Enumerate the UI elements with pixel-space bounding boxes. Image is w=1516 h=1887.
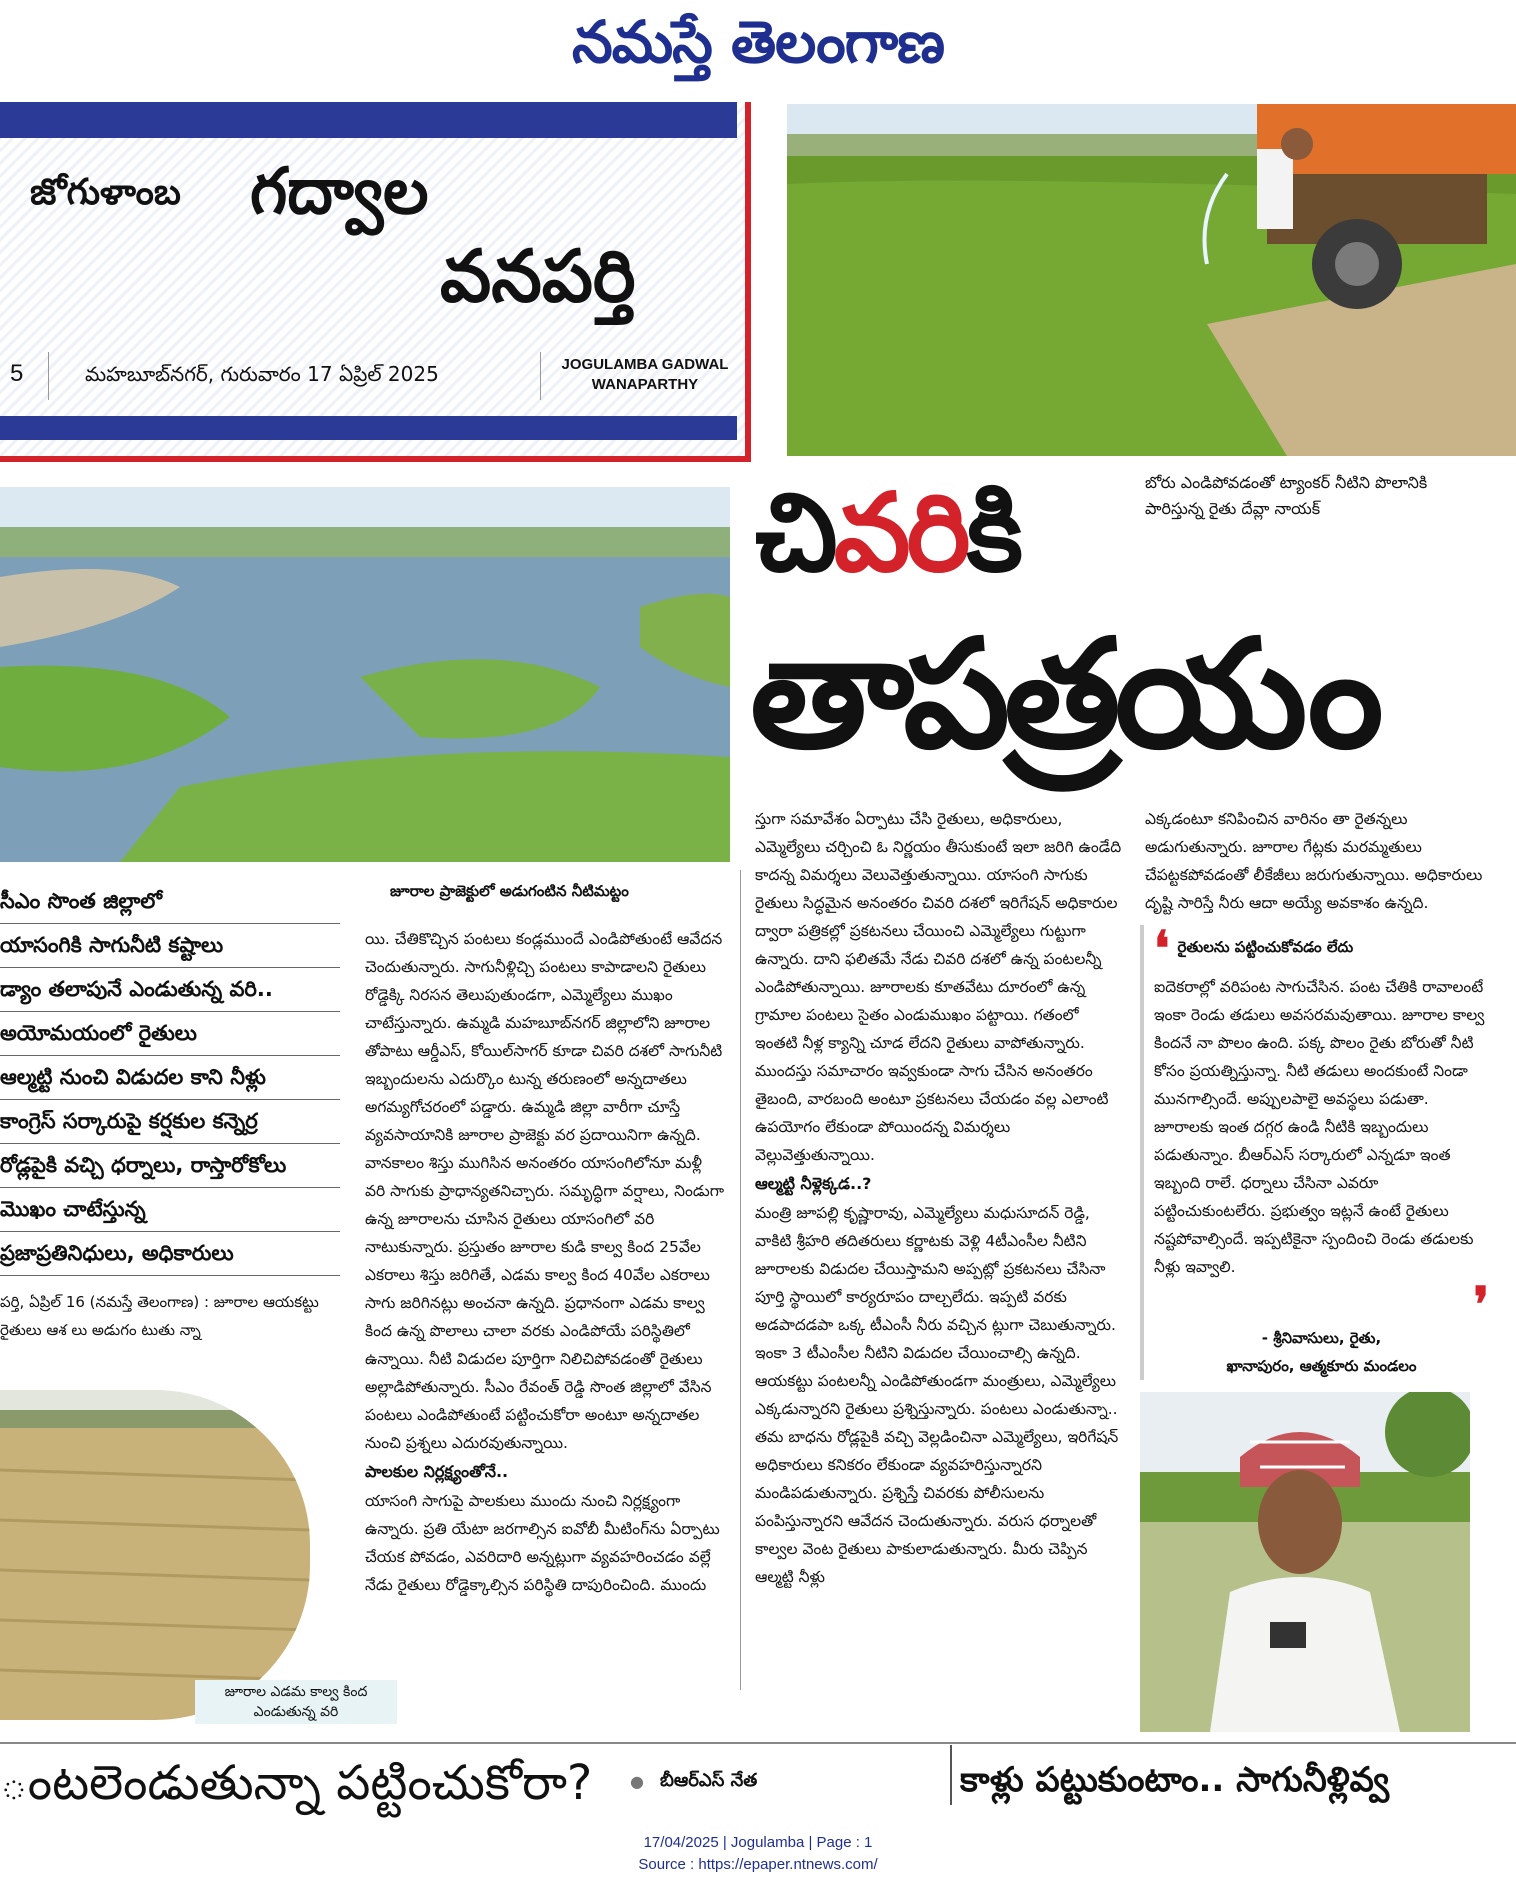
article-paragraph: యాసంగి సాగుపై పాలకులు ముందు నుంచి నిర్లక్ష్యంగా ఉన్నారు. ప్రతి యేటా జరగాల్సిన ఐవోబీ మీటింగ్‌ను ఏర్పాటు చేయక పోవడం, ఎవరిదారి అన్నట్లుగా వ్యవహరించడం వల్లే నేడు రైతులు రోడ్డెక్కాల్సిన పరిస్థితి దాపురించింది. ముందు	[365, 1492, 720, 1594]
quote-content	[1144, 921, 1489, 1379]
headline-line-1	[755, 471, 1019, 596]
article-column-2	[365, 925, 725, 1599]
section-header-bar	[0, 102, 737, 138]
quote-place: ఖానాపురం, ఆత్మకూరు మండలం	[1226, 1357, 1417, 1375]
english-tag-line-2: WANAPARTHY	[591, 375, 699, 393]
article-paragraph: యి. చేతికొచ్చిన పంటలు కండ్లముందే ఎండిపోతుంటే ఆవేదన చెందుతున్నారు. సాగునీళ్లిచ్చి పంటలు కాపాడాలని రైతులు రోడ్డెక్కి నిరసన తెలుపుతుండగా, ఎమ్మెల్యేలు ముఖం చాటేస్తున్నారు. ఉమ్మడి మహబూబ్‌నగర్ జిల్లాలోని జూరాల తోపాటు ఆర్డీఎస్, కోయిల్‌సాగర్ కూడా చివరి దశలో సాగునీటి ఇబ్బందులను ఎదుర్కొం టున్న తరుణంలో అన్నదాతలు అగమ్యగోచరంలో పడ్డారు. ఉమ్మడి జిల్లా వారీగా చూస్తే వ్యవసాయానికి జూరాల ప్రాజెక్టు వర ప్రదాయినిగా ఉన్నది. వానకాలం శిస్తు ముగిసిన అనంతరం యాసంగిలోనూ మళ్లీ వరి సాగుకు ప్రాధాన్యతనిచ్చారు. సమృద్ధిగా వర్షాలు, నిండుగా ఉన్న జూరాలను చూసిన రైతులు యాసంగిలో వరి నాటుకున్నారు. ప్రస్తుతం జూరాల కుడి కాల్వ కింద 25వేల ఎకరాలు శిస్తు జరిగితే, ఎడమ కాల్వ కింద 40వేల ఎకరాలు సాగు జరిగినట్లు అంచనా ఉన్నది. ప్రధానంగా ఎడమ కాల్వ కింద ఉన్న పొలాలు చాలా వరకు ఎండిపోయే పరిస్థితిలో ఉన్నాయి. నీటి విడుదల పూర్తిగా నిలిచిపోవడంతో రైతులు అల్లాడిపోతున్నారు. సీఎం రేవంత్ రెడ్డి సొంత జిల్లాలో వేసిన పంటలు ఎండిపోతుంటే పట్టించుకోరా అంటూ అన్నదాతల నుంచి ప్రశ్నలు ఎదురవుతున్నాయి.	[365, 930, 724, 1452]
article-paragraph: ఎక్కడంటూ కనిపించిన వారినం తా రైతన్నలు అడుగుతున్నారు. జూరాల గేట్లకు మరమ్మతులు చేపట్టకపోవడంతో లీకేజీలు జరుగుతున్నాయి. అధికారులు దృష్టి సారిస్తే నీరు ఆదా అయ్యే అవకాశం ఉన్నది.	[1145, 810, 1483, 912]
headline-part-red: వరి	[833, 471, 967, 596]
column-divider	[740, 870, 741, 1690]
quote-heading: రైతులను పట్టించుకోవడం లేదు	[1177, 938, 1354, 956]
photo-tanker-field	[787, 104, 1516, 456]
close-quote-icon: ❜	[1473, 1277, 1489, 1333]
bullet-item: రోడ్లపైకి వచ్చి ధర్నాలు, రాస్తారోకోలు	[0, 1144, 340, 1188]
article-column-3	[755, 805, 1125, 1591]
article-dateline: పర్తి, ఏప్రిల్ 16 (నమస్తే తెలంగాణ) : జూరాల ఆయకట్టు రైతులు ఆశ లు అడుగం టుతు న్నా	[0, 1293, 319, 1339]
photo-dry-paddy	[0, 1390, 310, 1720]
quote-text: ఐదెకరాల్లో వరిపంట సాగుచేసిన. పంట చేతికి రావాలంటే ఇంకా రెండు తడులు అవసరమవుతాయి. జూరాల కాల్వ కిందనే నా పొలం ఉంది. పక్క పొలం రైతు బోరుతో నీటి కోసం ప్రయత్నిస్తున్నా. నీటి తడులు అందకుంటే నిండా మునగాల్సిందే. అప్పులపాలై అవస్థలు పడుతా. జూరాలకు ఇంత దగ్గర ఉండి నీటికి ఇబ్బందులు పడుతున్నాం. బీఆర్‌ఎస్ సర్కారులో ఎన్నడూ ఇంత ఇబ్బంది రాలే. ధర్నాలు చేసినా ఎవరూ పట్టించుకుంటలేరు. ప్రభుత్వం ఇట్లనే ఉంటే రైతులు నష్టపోవాల్సిందే. ఇప్పటికైనా స్పందించి రెండు తడులకు నీళ్లు ఇవ్వాలి.	[1154, 978, 1485, 1276]
page-number: 5	[10, 360, 24, 387]
photo-caption-tanker: బోరు ఎండిపోవడంతో ట్యాంకర్ నీటిని పొలానికి పారిస్తున్న రైతు దేవ్లా నాయక్	[1145, 473, 1428, 518]
photo-caption-dry-paddy: జూరాల ఎడమ కాల్వ కింద ఎండుతున్న వరి	[195, 1680, 397, 1724]
bullet-item: ఆల్మట్టి నుంచి విడుదల కాని నీళ్లు	[0, 1056, 340, 1100]
headline-part-c: కి	[966, 471, 1019, 596]
article-paragraph: స్తుగా సమావేశం ఏర్పాటు చేసి రైతులు, అధికారులు, ఎమ్మెల్యేలు చర్చించి ఓ నిర్ణయం తీసుకుంటే ఇలా జరిగి ఉండేది కాదన్న విమర్శలు వెలువెత్తుతున్నాయి. యాసంగి సాగుకు రైతులు సిద్ధమైన అనంతరం చివరి దశలో ఇరిగేషన్ అధికారుల ద్వారా పత్రికల్లో ప్రకటనలు చేయించి ఎమ్మెల్యేలు గుట్టుగా ఉన్నారు. దాని ఫలితమే నేడు చివరి దశలో ఉన్న పంటలన్నీ ఎండిపోతున్నాయి. జూరాలకు కూతవేటు దూరంలో ఉన్న గ్రామాల పంటలు సైతం ఎండుముఖం పట్టాయి. గతంలో ఇంతటి నీళ్ల క్యాన్ని చూడ లేదని రైతులు వాపోతున్నారు. ముందస్తు సమాచారం ఇవ్వకుండా సాగు చేసిన అనంతరం తైబంది, వారబంది అంటూ ప్రకటనలు చేయడం వల్ల ఎలాంటి ఉపయోగం లేకుండా పోయిందన్న విమర్శలు వెల్లువెత్తుతున్నాయి.	[755, 810, 1122, 1164]
farmer-quote-box	[1140, 921, 1489, 1380]
footer-divider	[950, 1745, 952, 1805]
highlight-bullets	[0, 880, 340, 1276]
source-info	[0, 1832, 1516, 1876]
article-subhead: పాలకుల నిర్లక్ష్యంతోనే..	[365, 1462, 509, 1481]
divider	[48, 352, 49, 400]
district-name-small: జోగుళాంబ	[30, 172, 181, 213]
footer-right-headline: కాళ్లు పట్టుకుంటాం.. సాగునీళ్లివ్వ	[960, 1760, 1390, 1800]
photo-farmer	[1140, 1392, 1470, 1732]
english-district-tag	[555, 355, 735, 394]
bullet-item: ప్రజాప్రతినిధులు, అధికారులు	[0, 1232, 340, 1276]
source-line-1: 17/04/2025 | Jogulamba | Page : 1	[643, 1834, 873, 1851]
photo-caption-reservoir: జూరాల ప్రాజెక్టులో అడుగంటిన నీటిమట్టం	[390, 882, 629, 900]
open-quote-icon: ❛	[1154, 921, 1170, 977]
article-subhead: ఆల్మట్టి నీళ్లెక్కడ..?	[755, 1174, 872, 1193]
bullet-item: కాంగ్రెస్ సర్కారుపై కర్షకుల కన్నెర్ర	[0, 1100, 340, 1144]
masthead	[0, 0, 1516, 90]
headline-part-a: చి	[755, 471, 834, 596]
quote-name: - శ్రీనివాసులు, రైతు,	[1261, 1329, 1382, 1347]
footer-left-headline: ంటలెండుతున్నా పట్టించుకోరా?	[0, 1755, 593, 1811]
district-name-big: గద్వాల	[250, 155, 429, 229]
headline-line-2: తాపత్రయం	[750, 608, 1378, 782]
district-name-big-2: వనపర్తి	[440, 234, 636, 318]
photo-reservoir-image	[0, 487, 730, 862]
bullet-item: యాసంగికి సాగునీటి కష్టాలు	[0, 924, 340, 968]
bullet-item: డ్యాం తలాపునే ఎండుతున్న వరి..	[0, 968, 340, 1012]
bullet-item: సీఎం సొంత జిల్లాలో	[0, 880, 340, 924]
bullet-item: మొఖం చాటేస్తున్న	[0, 1188, 340, 1232]
photo-farmer-image	[1140, 1392, 1470, 1732]
close-quote-row	[1154, 1277, 1489, 1333]
source-line-2: Source : https://epaper.ntnews.com/	[638, 1856, 878, 1873]
article-column-4	[1145, 805, 1485, 917]
article-paragraph: మంత్రి జూపల్లి కృష్ణారావు, ఎమ్మెల్యేలు మధుసూదన్ రెడ్డి, వాకిటి శ్రీహరి తదితరులు కర్ణాటకు వెళ్లి 4టీఎంసీల నీటిని జూరాలకు విడుదల చేయిస్తామని అప్పట్లో ప్రకటనలు చేసినా పూర్తి స్థాయిలో కార్యరూపం దాల్చలేదు. ఇప్పటి వరకు అడపాదడపా ఒక్క టీఎంసీ నీరు వచ్చిన ట్లుగా చెబుతున్నారు. ఇంకా 3 టీఎంసీల నీటిని విడుదల చేయించాల్సి ఉన్నది. ఆయకట్టు పంటలన్నీ ఎండిపోతుండగా మంత్రులు, ఎమ్మెల్యేలు ఎక్కడున్నారని రైతులు ప్రశ్నిస్తున్నారు. పంటలు ఎండుతున్నా.. తమ బాధను రోడ్లపైకి వచ్చి వెల్లడించినా ఎమ్మెల్యేలు, ఇరిగేషన్ అధికారులు కనికరం లేకుండా వ్యవహరిస్తున్నారని మండిపడుతున్నారు. ప్రశ్నిస్తే చివరకు పోలీసులను పంపిస్తున్నారని ఆవేదన చెందుతున్నారు. వరుస ధర్నాలతో కాల్వల వెంట రైతులు పాకులాడుతున్నారు. మీరు చెప్పిన ఆల్మట్టి నీళ్లు	[755, 1204, 1119, 1586]
photo-tanker-field-image	[787, 104, 1516, 456]
bullet-item: అయోమయంలో రైతులు	[0, 1012, 340, 1056]
bullet-dot-icon: ●	[630, 1772, 644, 1791]
newspaper-logo: నమస్తే తెలంగాణ	[572, 8, 944, 76]
quote-heading-row	[1154, 921, 1489, 977]
footer-rule	[0, 1742, 1516, 1744]
date-line: మహబూబ్‌నగర్, గురువారం 17 ఏప్రిల్ 2025	[85, 362, 439, 386]
photo-dry-paddy-image	[0, 1390, 310, 1720]
section-footer-bar	[0, 416, 737, 440]
divider	[540, 352, 541, 400]
english-tag-line-1: JOGULAMBA GADWAL	[561, 356, 729, 373]
footer-mid-label: బీఆర్‌ఎస్ నేత	[660, 1770, 758, 1791]
photo-reservoir	[0, 487, 730, 862]
